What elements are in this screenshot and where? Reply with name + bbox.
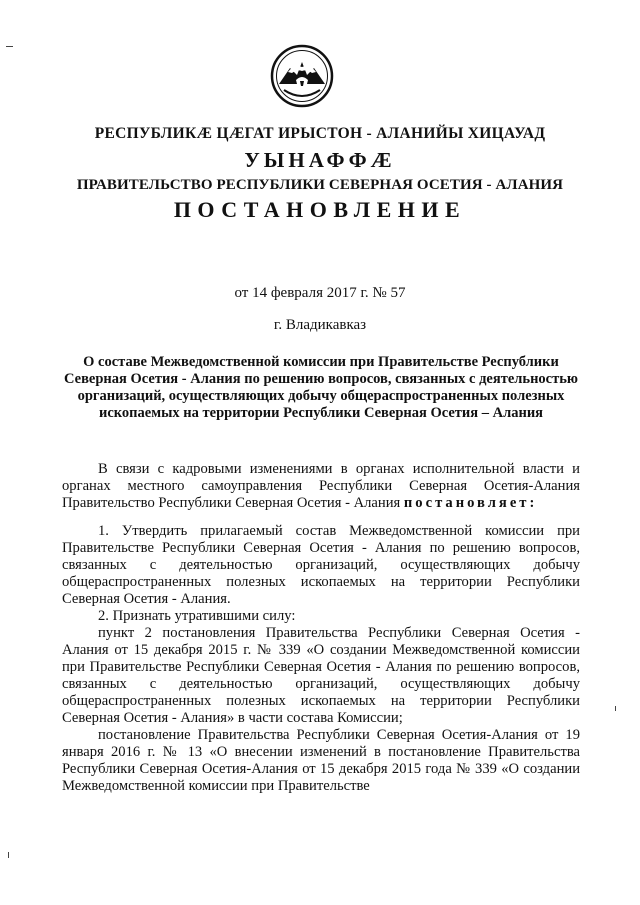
- header-decree-russian: ПОСТАНОВЛЕНИЕ: [173, 197, 467, 222]
- scan-mark: [8, 852, 9, 858]
- state-emblem-icon: [270, 44, 334, 108]
- preamble-paragraph: [62, 461, 580, 512]
- item-2a-paragraph: пункт 2 постановления Правительства Республики Северная Осетия - Алания от 15 декабря 2015 г. № 339 «О создании Межведомственной комиссии при Правительстве Республики Северная Осетия - Алания по решению вопросов, связанных с деятельностью организаций, осуществляющих добычу общераспространенных полезных ископаемых на территории Республики Северная Осетия - Алания» в части состава Комиссии;: [62, 625, 580, 726]
- item-2b-paragraph: постановление Правительства Республики Северная Осетия-Алания от 19 января 2016 г. № 13 «О внесении изменений в постановление Правительства Республики Северная Осетия-Алания от 15 декабря 2015 года № 339 «О создании Межведомственной комиссии при Правительстве: [62, 727, 580, 794]
- header-republic-ossetian: РЕСПУБЛИКӔ ЦӔГАТ ИРЫСТОН - АЛАНИЙЫ ХИЦАУАД: [94, 125, 546, 142]
- header-government-russian: ПРАВИТЕЛЬСТВО РЕСПУБЛИКИ СЕВЕРНАЯ ОСЕТИЯ - АЛАНИЯ: [76, 177, 564, 193]
- document-city: г. Владикавказ: [273, 317, 367, 333]
- header-decree-ossetian: УЫНАФФӔ: [244, 148, 396, 172]
- preamble-resolves: постановляет:: [403, 495, 538, 511]
- item-2-paragraph: 2. Признать утратившими силу:: [98, 608, 296, 624]
- scan-mark: [615, 706, 616, 711]
- document-date-number: от 14 февраля 2017 г. № 57: [234, 285, 406, 301]
- item-1-paragraph: 1. Утвердить прилагаемый состав Межведомственной комиссии при Правительстве Республики Северная Осетия - Алания по решению вопросов, связанных с деятельностью организаций, осуществляющих добычу общераспространенных полезных ископаемых на территории Республики Северная Осетия - Алания.: [62, 523, 580, 607]
- document-body: [62, 461, 580, 795]
- preamble-text: В связи с кадровыми изменениями в органах исполнительной власти и органах местного самоуправления Республики Северная Осетия-Алания Правительство Республики Северная Осетия - Алания: [62, 461, 580, 511]
- document-title: О составе Межведомственной комиссии при Правительстве Республики Северная Осетия - Алания по решению вопросов, связанных с деятельностью организаций, осуществляющих добычу общераспространенных полезных ископаемых на территории Республики Северная Осетия – Алания: [64, 354, 578, 421]
- scan-mark: [6, 46, 13, 47]
